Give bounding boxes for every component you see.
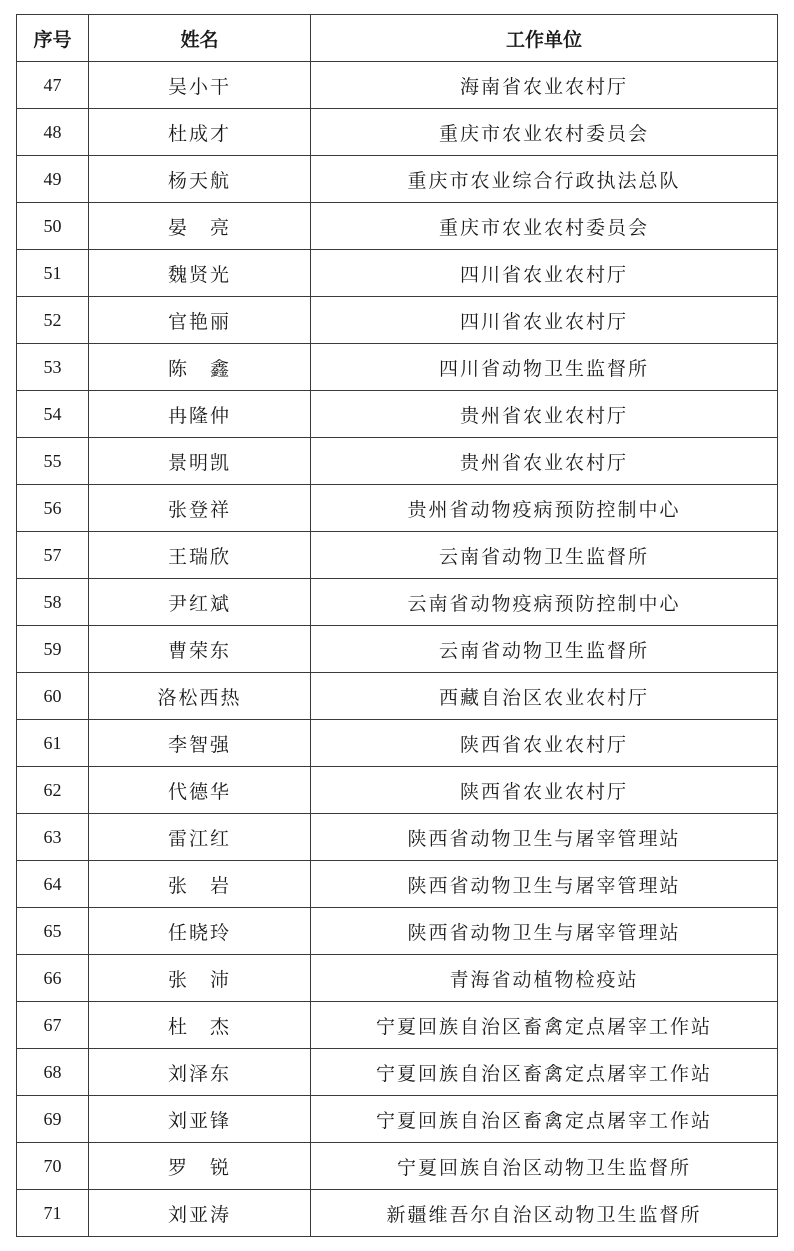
- name-cell: 杨天航: [89, 156, 311, 203]
- table-row: [17, 1190, 778, 1237]
- serial-number-cell: 64: [17, 861, 89, 908]
- work-unit-cell: 四川省农业农村厅: [311, 250, 778, 297]
- header-work-unit: 工作单位: [311, 15, 778, 62]
- table-row: [17, 62, 778, 109]
- table-row: [17, 1143, 778, 1190]
- table-row: [17, 344, 778, 391]
- serial-number-cell: 69: [17, 1096, 89, 1143]
- name-cell: 王瑞欣: [89, 532, 311, 579]
- serial-number-cell: 68: [17, 1049, 89, 1096]
- table-row: [17, 908, 778, 955]
- work-unit-cell: 重庆市农业农村委员会: [311, 203, 778, 250]
- work-unit-cell: 西藏自治区农业农村厅: [311, 673, 778, 720]
- name-cell: 杜成才: [89, 109, 311, 156]
- table-row: [17, 1049, 778, 1096]
- table-row: [17, 955, 778, 1002]
- name-cell: 刘泽东: [89, 1049, 311, 1096]
- work-unit-cell: 四川省动物卫生监督所: [311, 344, 778, 391]
- serial-number-cell: 61: [17, 720, 89, 767]
- work-unit-cell: 新疆维吾尔自治区动物卫生监督所: [311, 1190, 778, 1237]
- serial-number-cell: 62: [17, 767, 89, 814]
- table-row: [17, 1096, 778, 1143]
- name-cell: 刘亚锋: [89, 1096, 311, 1143]
- table-row: [17, 250, 778, 297]
- work-unit-cell: 宁夏回族自治区畜禽定点屠宰工作站: [311, 1096, 778, 1143]
- serial-number-cell: 60: [17, 673, 89, 720]
- name-cell: 曹荣东: [89, 626, 311, 673]
- table-row: [17, 720, 778, 767]
- name-cell: 罗 锐: [89, 1143, 311, 1190]
- table-row: [17, 532, 778, 579]
- name-cell: 晏 亮: [89, 203, 311, 250]
- name-cell: 雷江红: [89, 814, 311, 861]
- work-unit-cell: 陕西省农业农村厅: [311, 720, 778, 767]
- work-unit-cell: 重庆市农业农村委员会: [311, 109, 778, 156]
- work-unit-cell: 宁夏回族自治区动物卫生监督所: [311, 1143, 778, 1190]
- table-row: [17, 485, 778, 532]
- work-unit-cell: 宁夏回族自治区畜禽定点屠宰工作站: [311, 1002, 778, 1049]
- name-cell: 代德华: [89, 767, 311, 814]
- serial-number-cell: 57: [17, 532, 89, 579]
- serial-number-cell: 55: [17, 438, 89, 485]
- work-unit-cell: 云南省动物卫生监督所: [311, 626, 778, 673]
- name-cell: 杜 杰: [89, 1002, 311, 1049]
- work-unit-cell: 云南省动物疫病预防控制中心: [311, 579, 778, 626]
- name-cell: 官艳丽: [89, 297, 311, 344]
- work-unit-cell: 陕西省动物卫生与屠宰管理站: [311, 814, 778, 861]
- name-cell: 魏贤光: [89, 250, 311, 297]
- serial-number-cell: 52: [17, 297, 89, 344]
- serial-number-cell: 53: [17, 344, 89, 391]
- serial-number-cell: 70: [17, 1143, 89, 1190]
- table-row: [17, 814, 778, 861]
- table-header: [17, 15, 778, 62]
- table-row: [17, 673, 778, 720]
- name-cell: 刘亚涛: [89, 1190, 311, 1237]
- serial-number-cell: 47: [17, 62, 89, 109]
- name-cell: 景明凯: [89, 438, 311, 485]
- name-cell: 张 沛: [89, 955, 311, 1002]
- header-row: [17, 15, 778, 62]
- work-unit-cell: 贵州省动物疫病预防控制中心: [311, 485, 778, 532]
- name-cell: 李智强: [89, 720, 311, 767]
- name-cell: 张 岩: [89, 861, 311, 908]
- serial-number-cell: 63: [17, 814, 89, 861]
- work-unit-cell: 贵州省农业农村厅: [311, 391, 778, 438]
- serial-number-cell: 54: [17, 391, 89, 438]
- personnel-table: [16, 14, 778, 1237]
- serial-number-cell: 67: [17, 1002, 89, 1049]
- table-row: [17, 391, 778, 438]
- serial-number-cell: 59: [17, 626, 89, 673]
- work-unit-cell: 四川省农业农村厅: [311, 297, 778, 344]
- table-row: [17, 203, 778, 250]
- name-cell: 洛松西热: [89, 673, 311, 720]
- serial-number-cell: 65: [17, 908, 89, 955]
- table-row: [17, 861, 778, 908]
- header-serial-number: 序号: [17, 15, 89, 62]
- work-unit-cell: 陕西省动物卫生与屠宰管理站: [311, 908, 778, 955]
- table-row: [17, 579, 778, 626]
- table-row: [17, 109, 778, 156]
- table-body: [17, 62, 778, 1237]
- table-row: [17, 1002, 778, 1049]
- work-unit-cell: 贵州省农业农村厅: [311, 438, 778, 485]
- name-cell: 冉隆仲: [89, 391, 311, 438]
- serial-number-cell: 49: [17, 156, 89, 203]
- name-cell: 张登祥: [89, 485, 311, 532]
- serial-number-cell: 71: [17, 1190, 89, 1237]
- serial-number-cell: 58: [17, 579, 89, 626]
- table-row: [17, 626, 778, 673]
- serial-number-cell: 50: [17, 203, 89, 250]
- work-unit-cell: 海南省农业农村厅: [311, 62, 778, 109]
- table-row: [17, 767, 778, 814]
- work-unit-cell: 青海省动植物检疫站: [311, 955, 778, 1002]
- name-cell: 尹红斌: [89, 579, 311, 626]
- serial-number-cell: 66: [17, 955, 89, 1002]
- header-name: 姓名: [89, 15, 311, 62]
- name-cell: 陈 鑫: [89, 344, 311, 391]
- serial-number-cell: 56: [17, 485, 89, 532]
- name-cell: 吴小干: [89, 62, 311, 109]
- work-unit-cell: 云南省动物卫生监督所: [311, 532, 778, 579]
- table-row: [17, 438, 778, 485]
- work-unit-cell: 宁夏回族自治区畜禽定点屠宰工作站: [311, 1049, 778, 1096]
- table-row: [17, 297, 778, 344]
- work-unit-cell: 重庆市农业综合行政执法总队: [311, 156, 778, 203]
- serial-number-cell: 48: [17, 109, 89, 156]
- name-cell: 任晓玲: [89, 908, 311, 955]
- table-row: [17, 156, 778, 203]
- work-unit-cell: 陕西省农业农村厅: [311, 767, 778, 814]
- serial-number-cell: 51: [17, 250, 89, 297]
- work-unit-cell: 陕西省动物卫生与屠宰管理站: [311, 861, 778, 908]
